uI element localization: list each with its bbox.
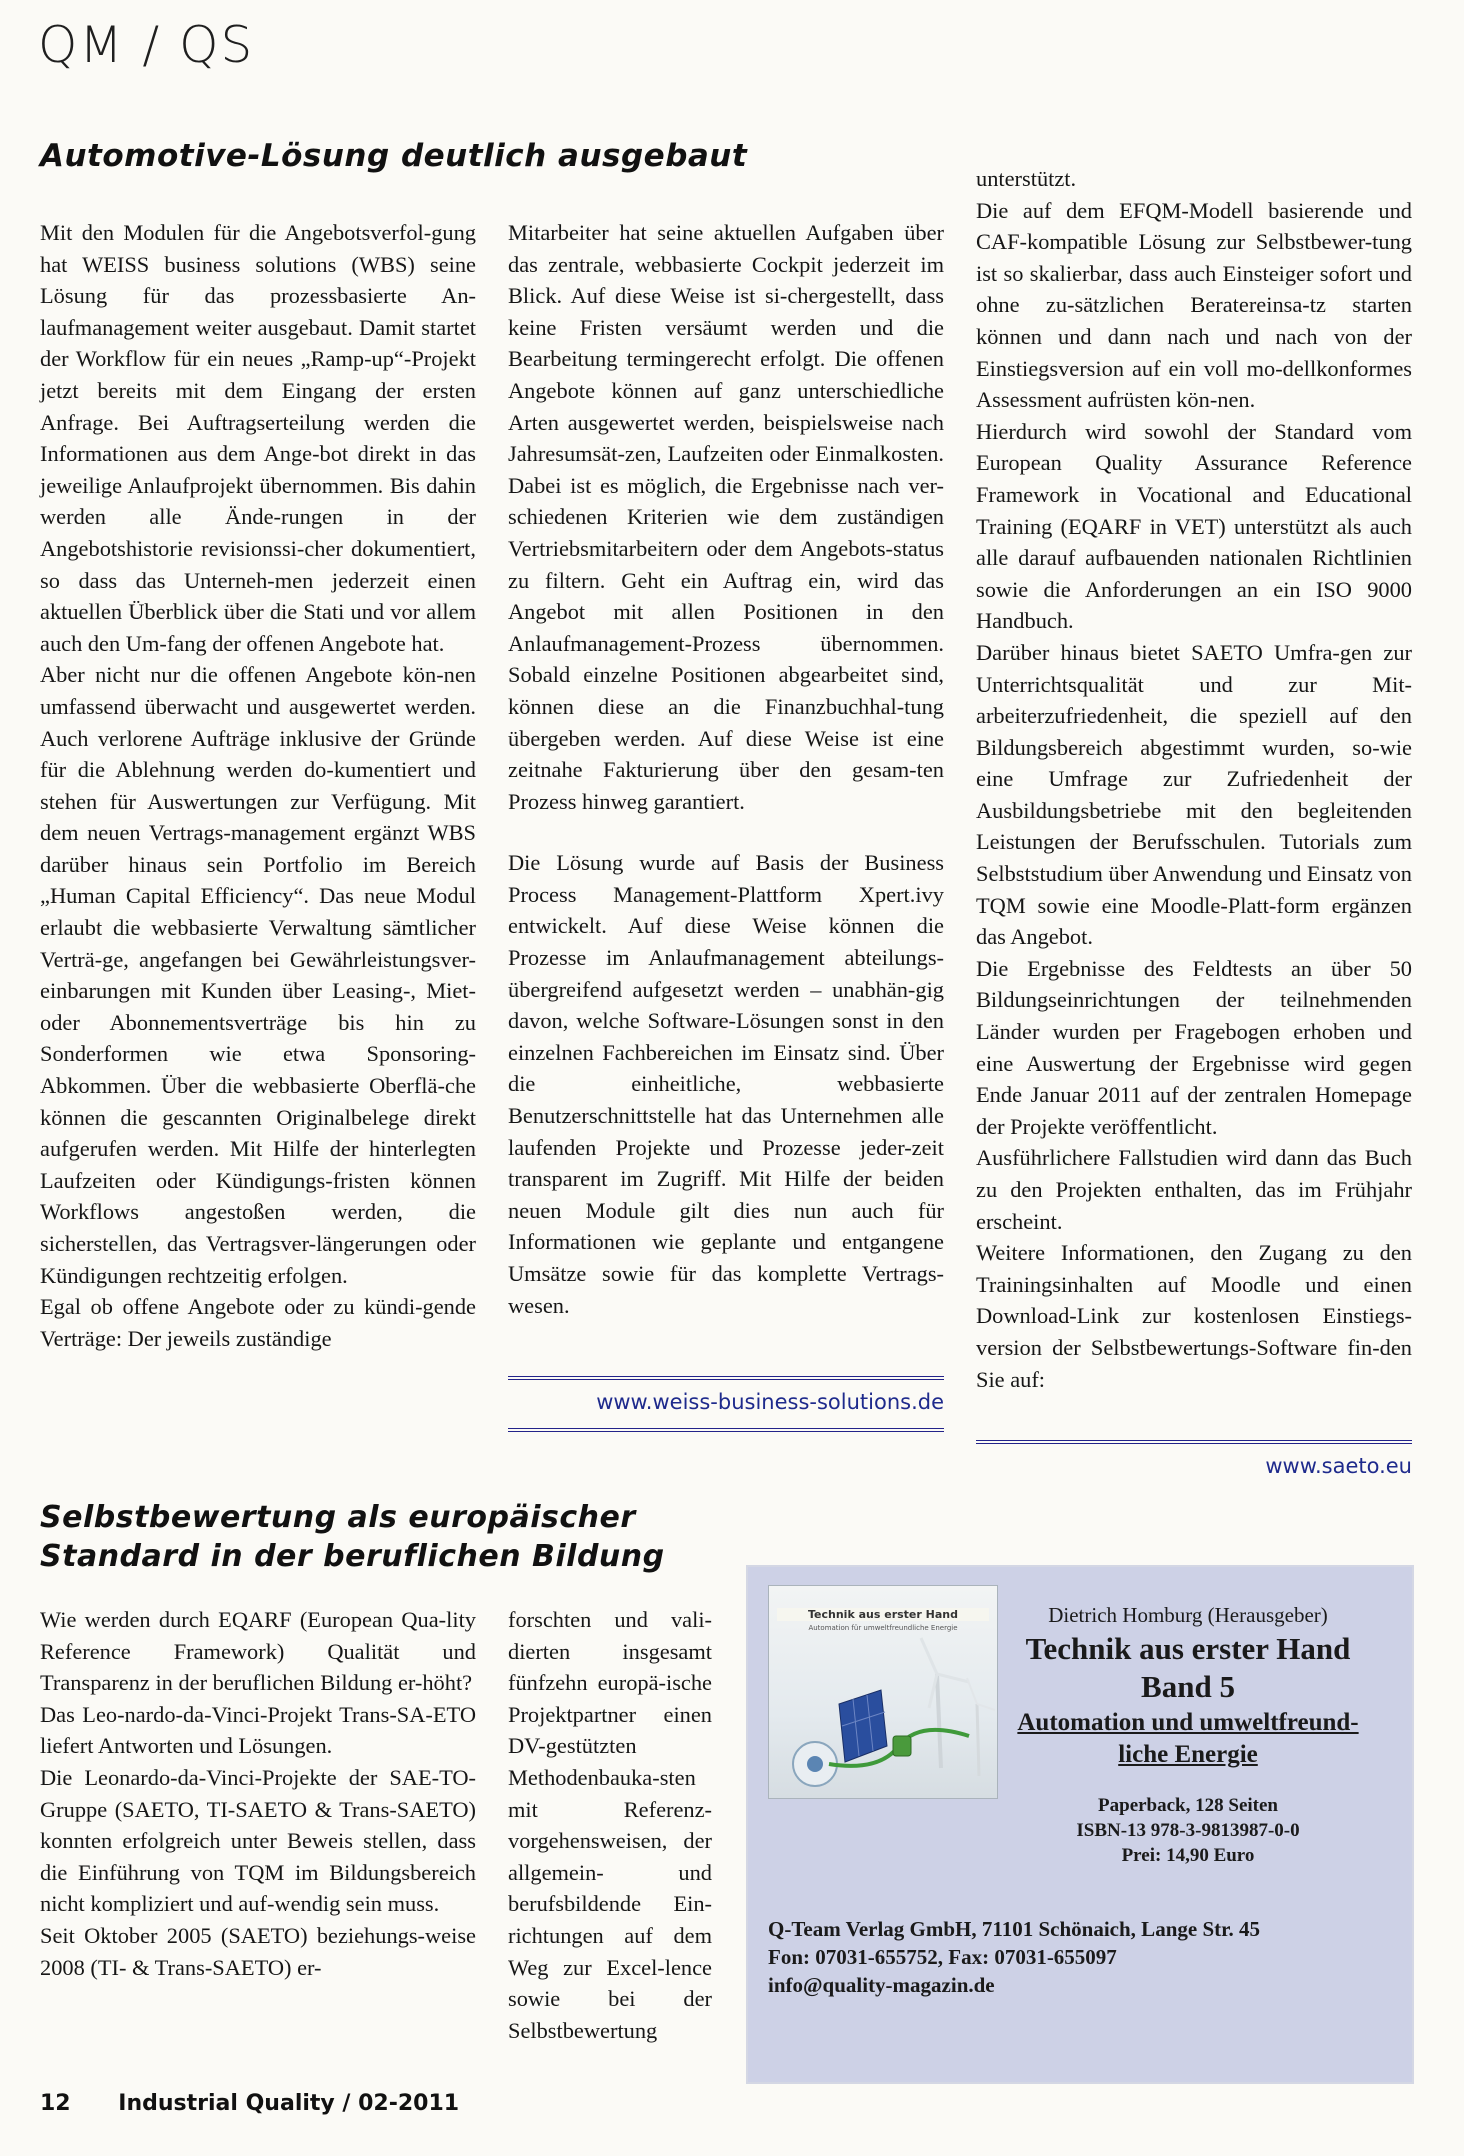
book-advertisement: [746, 1565, 1414, 2084]
col3-paragraph-7: Weitere Informationen, den Zugang zu den Trainingsinhalten auf Moodle und einen Download-Link zur kostenlosen Einstiegs-version der Selbstbewertungs-Software fin-den Sie auf:: [976, 1240, 1412, 1392]
saeto-link-rule: [976, 1440, 1412, 1444]
article1-column-1: [40, 217, 476, 1354]
ad-publisher: Q-Team Verlag GmbH, 71101 Schönaich, Lange Str. 45: [768, 1917, 1261, 1941]
col3-paragraph-1: unterstützt.: [976, 166, 1077, 191]
ad-format: Paperback, 128 Seiten: [1098, 1795, 1278, 1816]
article2-col1-paragraph-2: Das Leo-nardo-da-Vinci-Projekt Trans-SA-ETO liefert Antworten und Lösungen.: [40, 1701, 476, 1759]
section-label: QM / QS: [38, 16, 255, 74]
article1-website-link[interactable]: www.weiss-business-solutions.de: [596, 1390, 944, 1414]
ad-editor: Dietrich Homburg (Herausgeber): [1048, 1603, 1328, 1627]
article2-column-2: [508, 1604, 712, 2046]
ad-book-subtitle-line-1: Automation und umweltfreund-: [1017, 1709, 1359, 1736]
ad-book-volume: Band 5: [1141, 1669, 1235, 1704]
article2-col1-paragraph-4: Seit Oktober 2005 (SAETO) beziehungs-weise 2008 (TI- & Trans-SAETO) er-: [40, 1922, 476, 1980]
cover-title: Technik aus erster Hand: [777, 1608, 989, 1621]
article2-col1-paragraph-3: Die Leonardo-da-Vinci-Projekte der SAE-TO-Gruppe (SAETO, TI-SAETO & Trans-SAETO) konnten erfolgreich unter Beweis stellen, dass die Einführung von TQM im Bildungsbereich nicht kompliziert und auf-wendig sein muss.: [40, 1764, 476, 1917]
article1-headline: Automotive-Lösung deutlich ausgebaut: [40, 138, 748, 174]
ad-phone-fax: Fon: 07031-655752, Fax: 07031-655097: [768, 1945, 1117, 1969]
col3-paragraph-2: Die auf dem EFQM-Modell basierende und CAF-kompatible Lösung zur Selbstbewer-tung ist so skalierbar, dass auch Einsteiger sofort und ohne zu-sätzlichen Beratereinsa-tz starten können und dann nach und nach von der Einstiegsversion auf ein voll mo-dellkonformes Assessment aufrüsten kön-nen.: [976, 197, 1412, 413]
col3-paragraph-5: Die Ergebnisse des Feldtests an über 50 Bildungseinrichtungen der teilnehmenden Länder wurden per Fragebogen erhoben und eine Auswertung der Ergebnisse wird gegen Ende Januar 2011 auf der zentralen Homepage der Projekte veröffentlicht.: [976, 955, 1412, 1139]
article2-headline-line-2: Standard in der beruflichen Bildung: [40, 1539, 665, 1574]
article1-col1-paragraph-3: Egal ob offene Angebote oder zu kündi-gende Verträge: Der jeweils zuständige: [40, 1294, 476, 1351]
ad-email-link[interactable]: info@quality-magazin.de: [768, 1973, 995, 1997]
cover-subtitle: Automation für umweltfreundliche Energie: [808, 1624, 958, 1632]
page-number: 12: [40, 2091, 71, 2116]
ad-book-subtitle-line-2: liche Energie: [1118, 1741, 1258, 1768]
article1-column-2: [508, 217, 944, 1321]
article2-continuation-column: [976, 163, 1412, 1395]
magazine-issue: Industrial Quality / 02-2011: [118, 2091, 460, 2116]
article1-link-rule-top: [508, 1376, 944, 1380]
ad-publisher-contact: [768, 1915, 1408, 1999]
article1-link-rule-bottom: [508, 1428, 944, 1432]
ad-isbn: ISBN-13 978-3-9813987-0-0: [1076, 1820, 1300, 1841]
article2-column-1: [40, 1604, 476, 1983]
article1-col1-paragraph-1: Mit den Modulen für die Angebotsverfol-gung hat WEISS business solutions (WBS) seine Lösung für das prozessbasierte An-laufmanagement weiter ausgebaut. Damit startet der Workflow für ein neues „Ramp-up“-Projekt jetzt bereits mit dem Eingang der ersten Anfrage. Bei Auftragserteilung werden die Informationen aus dem Ange-bot direkt in das jeweilige Anlaufprojekt übernommen. Bis dahin werden alle Ände-rungen in der Angebotshistorie revisionssi-cher dokumentiert, so dass das Unterneh-men jederzeit einen aktuellen Überblick über die Stati und vor allem auch den Um-fang der offenen Angebote hat.: [40, 220, 476, 656]
article2-headline: [40, 1498, 665, 1576]
ad-book-title: Technik aus erster Hand: [1025, 1631, 1351, 1666]
ad-price: Prei: 14,90 Euro: [1121, 1845, 1255, 1866]
col3-paragraph-6: Ausführlichere Fallstudien wird dann das Buch zu den Projekten enthalten, das im Frühjahr erscheint.: [976, 1145, 1412, 1234]
article1-col2-paragraph-1: Mitarbeiter hat seine aktuellen Aufgaben über das zentrale, webbasierte Cockpit jederzeit im Blick. Auf diese Weise ist si-chergestellt, dass keine Fristen versäumt werden und die Bearbeitung termingerecht erfolgt. Die offenen Angebote können auf ganz unterschiedliche Arten ausgewertet werden, beispielsweise nach Jahresumsät-zen, Laufzeiten oder Einmalkosten. Dabei ist es möglich, die Ergebnisse nach ver-schiedenen Kriterien wie dem zuständigen Vertriebsmitarbeitern oder dem Angebots-status zu filtern. Geht ein Auftrag ein, wird das Angebot mit allen Positionen in den Anlaufmanagement-Prozess übernommen. Sobald einzelne Positionen abgearbeitet sind, können diese an die Finanzbuchhal-tung übergeben werden. Auf diese Weise ist eine zeitnahe Fakturierung über den gesam-ten Prozess hinweg garantiert.: [508, 220, 944, 814]
col3-paragraph-4: Darüber hinaus bietet SAETO Umfra-gen zur Unterrichtsqualität und zur Mit-arbeiterzufriedenheit, die speziell auf den Bildungsbereich abgestimmt wurden, so-wie eine Umfrage zur Zufriedenheit der Ausbildungsbetriebe mit den begleitenden Leistungen der Berufsschulen. Tutorials zum Selbststudium über Anwendung und Einsatz von TQM sowie eine Moodle-Platt-form ergänzen das Angebot.: [976, 639, 1412, 950]
article2-headline-line-1: Selbstbewertung als europäischer: [40, 1500, 636, 1535]
saeto-website-link[interactable]: www.saeto.eu: [1265, 1454, 1412, 1478]
article2-col1-paragraph-1: Wie werden durch EQARF (European Qua-lity Reference Framework) Qualität und Transparenz in der beruflichen Bildung er-höht?: [40, 1607, 476, 1696]
solar-panel-icon: [839, 1690, 887, 1762]
article1-col2-paragraph-2: Die Lösung wurde auf Basis der Business Process Management-Plattform Xpert.ivy entwickelt. Auf diese Weise können die Prozesse im Anlaufmanagement abteilungs-übergreifend aufgesetzt werden – unabhän-gig davon, welche Software-Lösungen sonst in den einzelnen Fachbereichen im Einsatz sind. Über die einheitliche, webbasierte Benutzerschnittstelle hat das Unternehmen alle laufenden Projekte und Prozesse jeder-zeit transparent im Zugriff. Mit Hilfe der beiden neuen Module gilt dies nun auch für Informationen wie geplante und entgangene Umsätze sowie für das komplette Vertrags-wesen.: [508, 850, 944, 1318]
article2-col2-paragraph-1: forschten und vali-dierten insgesamt fünfzehn europä-ische Projektpartner einen DV-gestützten Methodenbauka-sten mit Referenz-vorgehensweisen, der allgemein- und berufsbildende Ein-richtungen auf dem Weg zur Excel-lence sowie bei der Selbstbewertung: [508, 1607, 712, 2043]
col3-paragraph-3: Hierdurch wird sowohl der Standard vom European Quality Assurance Reference Framework in Vocational and Educational Training (EQARF in VET) unterstützt als auch alle darauf aufbauenden nationalen Richtlinien sowie die Anforderungen an ein ISO 9000 Handbuch.: [976, 418, 1412, 634]
article1-col1-paragraph-2: Aber nicht nur die offenen Angebote kön-nen umfassend überwacht und ausgewertet werden. Auch verlorene Aufträge inklusive der Gründe für die Ablehnung werden do-kumentiert und stehen für Auswertungen zur Verfügung. Mit dem neuen Vertrags-management ergänzt WBS darüber hinaus sein Portfolio im Bereich „Human Capital Efficiency“. Das neue Modul erlaubt die webbasierte Verwaltung sämtlicher Verträ-ge, angefangen bei Gewährleistungsver-einbarungen mit Kunden über Leasing-, Miet- oder Abonnementsverträge bis hin zu Sonderformen wie etwa Sponsoring-Abkommen. Über die webbasierte Oberflä-che können die gescannten Originalbelege direkt aufgerufen werden. Mit Hilfe der hinterlegten Laufzeiten oder Kündigungs-fristen können Workflows angestoßen werden, die sicherstellen, das Vertragsver-längerungen oder Kündigungen rechtzeitig erfolgen.: [40, 662, 476, 1288]
page-footer: [40, 2091, 459, 2116]
